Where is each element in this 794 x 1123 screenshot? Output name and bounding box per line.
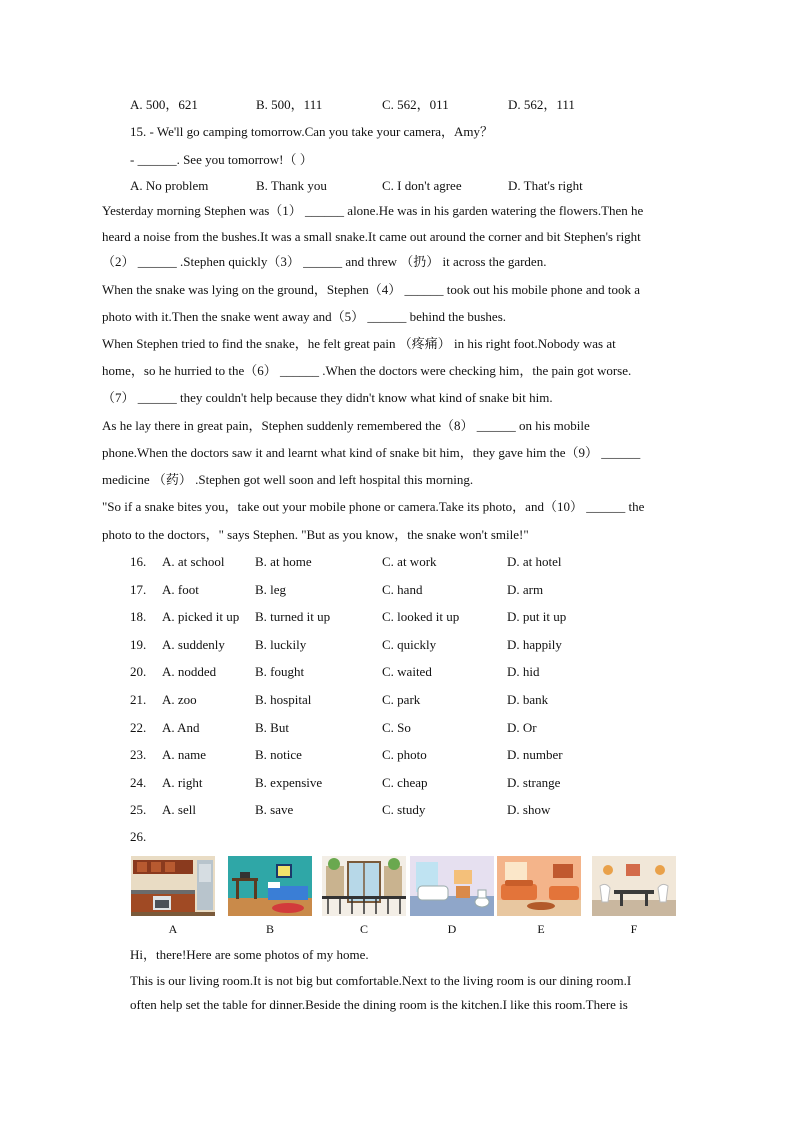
q15-option-a: A. No problem [130, 178, 209, 193]
photo-label: D [447, 922, 457, 936]
q15-answer-line: - ______. See you tomorrow!（ ） [130, 152, 313, 167]
choice-row [130, 719, 690, 737]
choice-option-d: D. strange [507, 775, 561, 790]
photo-e-living-room [497, 856, 581, 916]
choice-option-d: D. hid [507, 664, 540, 679]
choice-option-d: D. at hotel [507, 554, 562, 569]
choice-option-b: B. expensive [255, 775, 323, 790]
choice-option-c: C. So [382, 720, 411, 735]
passage-line: medicine （药） .Stephen got well soon and left hospital this morning. [102, 472, 474, 487]
choice-option-b: B. leg [255, 582, 287, 597]
choice-number: 20. [130, 664, 147, 679]
passage-line: photo with it.Then the snake went away and（5） ______ behind the bushes. [102, 309, 507, 324]
choice-option-d: D. arm [507, 582, 544, 597]
choice-row [130, 581, 690, 599]
q15-option-d: D. That's right [508, 178, 583, 193]
choice-option-a: A. nodded [162, 664, 217, 679]
choice-option-b: B. notice [255, 747, 302, 762]
choice-option-d: D. show [507, 802, 551, 817]
q14-option-a: A. 500，621 [130, 97, 198, 112]
choice-row [130, 746, 690, 764]
choice-row [130, 801, 690, 819]
choice-number: 24. [130, 775, 147, 790]
passage-line: heard a noise from the bushes.It was a small snake.It came out around the corner and bit Stephen's right [102, 229, 641, 244]
choice-option-d: D. Or [507, 720, 537, 735]
choice-option-d: D. happily [507, 637, 562, 652]
q15-question: 15. - We'll go camping tomorrow.Can you take your camera，Amy？ [130, 124, 494, 139]
photo-f-dining-room [592, 856, 676, 916]
passage-line: As he lay there in great pain，Stephen suddenly remembered the（8） ______ on his mobile [102, 418, 590, 433]
choice-option-c: C. looked it up [382, 609, 460, 624]
photo-label: F [630, 922, 638, 936]
choice-row [130, 636, 690, 654]
choice-number: 16. [130, 554, 147, 569]
choice-row [130, 691, 690, 709]
choice-row [130, 553, 690, 571]
passage-line: （2） ______ .Stephen quickly（3） ______ and threw （扔） it across the garden. [102, 254, 547, 269]
passage-line: phone.When the doctors saw it and learnt what kind of snake bit him，they gave him the（9） ______ [102, 445, 641, 460]
choice-option-b: B. hospital [255, 692, 312, 707]
q15-options [130, 177, 690, 195]
choice-option-c: C. photo [382, 747, 427, 762]
q14-option-c: C. 562，011 [382, 97, 449, 112]
choice-option-a: A. And [162, 720, 200, 735]
photo-label: A [168, 922, 178, 936]
choice-number: 23. [130, 747, 147, 762]
choice-number: 19. [130, 637, 147, 652]
choice-option-c: C. at work [382, 554, 437, 569]
passage-line: photo to the doctors，" says Stephen. "But as you know，the snake won't smile!" [102, 527, 529, 542]
choice-option-a: A. right [162, 775, 203, 790]
choice-option-a: A. name [162, 747, 207, 762]
q14-option-b: B. 500，111 [256, 97, 323, 112]
choice-option-b: B. save [255, 802, 294, 817]
q14-option-d: D. 562，111 [508, 97, 575, 112]
choice-option-d: D. bank [507, 692, 549, 707]
choice-option-d: D. number [507, 747, 563, 762]
q26-paragraph-line: Hi，there!Here are some photos of my home. [130, 947, 369, 962]
choice-option-a: A. at school [162, 554, 225, 569]
choice-option-b: B. turned it up [255, 609, 331, 624]
passage-line: （7） ______ they couldn't help because they didn't know what kind of snake bit him. [102, 390, 553, 405]
q26-number: 26. [130, 829, 147, 844]
q26-paragraph-line: This is our living room.It is not big but comfortable.Next to the living room is our dining room.I [130, 973, 632, 988]
photo-c-balcony [322, 856, 406, 916]
choice-row [130, 663, 690, 681]
passage-line: When the snake was lying on the ground，Stephen（4） ______ took out his mobile phone and took a [102, 282, 640, 297]
choice-row [130, 774, 690, 792]
choice-option-b: B. But [255, 720, 289, 735]
choice-option-a: A. zoo [162, 692, 197, 707]
q14-options [130, 96, 690, 114]
choice-option-a: A. sell [162, 802, 196, 817]
choice-number: 17. [130, 582, 147, 597]
passage-line: home，so he hurried to the（6） ______ .When the doctors were checking him，the pain got worse. [102, 363, 632, 378]
photo-label: B [265, 922, 274, 936]
choice-option-c: C. waited [382, 664, 432, 679]
choice-option-d: D. put it up [507, 609, 567, 624]
choice-option-c: C. hand [382, 582, 423, 597]
q15-option-b: B. Thank you [256, 178, 327, 193]
q26-paragraph-line: often help set the table for dinner.Beside the dining room is the kitchen.I like this room.There is [130, 997, 628, 1012]
photo-b-bedroom [228, 856, 312, 916]
choice-number: 22. [130, 720, 147, 735]
q15-option-c: C. I don't agree [382, 178, 462, 193]
passage-line: "So if a snake bites you，take out your mobile phone or camera.Take its photo，and（10） ______ the [102, 499, 645, 514]
choice-option-b: B. at home [255, 554, 312, 569]
choice-number: 21. [130, 692, 147, 707]
choice-row [130, 608, 690, 626]
photo-d-bathroom [410, 856, 494, 916]
choice-option-a: A. picked it up [162, 609, 240, 624]
choice-option-b: B. fought [255, 664, 305, 679]
photo-label: E [537, 922, 545, 936]
passage-line: Yesterday morning Stephen was（1） ______ alone.He was in his garden watering the flowers.Then he [102, 203, 644, 218]
choice-number: 25. [130, 802, 147, 817]
choice-option-c: C. study [382, 802, 426, 817]
choice-option-a: A. foot [162, 582, 199, 597]
choice-option-b: B. luckily [255, 637, 307, 652]
choice-number: 18. [130, 609, 147, 624]
choice-option-c: C. park [382, 692, 421, 707]
photo-label: C [359, 922, 368, 936]
choice-option-a: A. suddenly [162, 637, 225, 652]
choice-option-c: C. quickly [382, 637, 437, 652]
photo-a-kitchen [131, 856, 215, 916]
passage-line: When Stephen tried to find the snake，he felt great pain （疼痛） in his right foot.Nobody was at [102, 336, 616, 351]
choice-option-c: C. cheap [382, 775, 428, 790]
